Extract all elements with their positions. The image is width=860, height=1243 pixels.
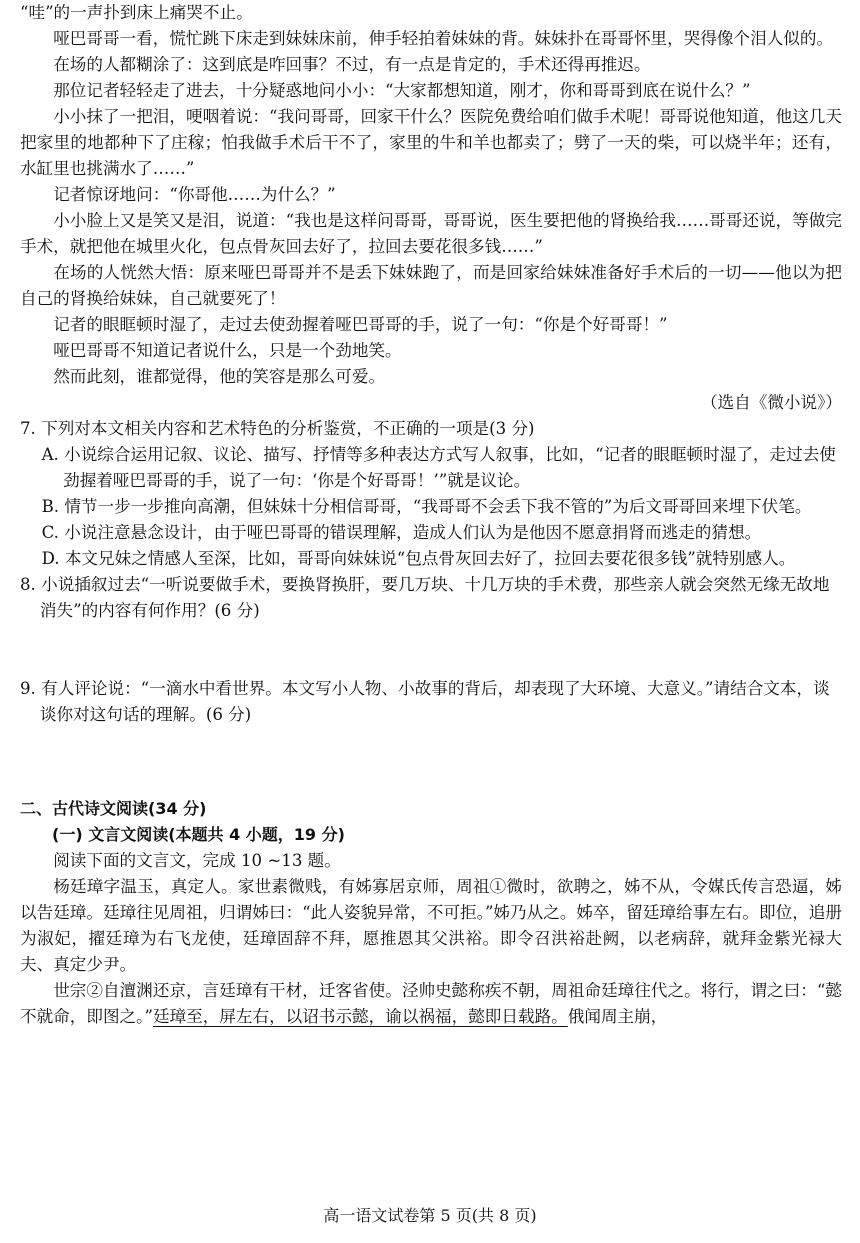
passage-paragraph: 小小抹了一把泪，哽咽着说：“我问哥哥，回家干什么？医院免费给咱们做手术呢！哥哥说他知道，他这几天把家里的地都种下了庄稼；怕我做手术后干不了，家里的牛和羊也都卖了；劈了一天的柴，可以烧半年；还有，水缸里也挑满水了……” <box>20 107 842 178</box>
source-citation: （选自《微小说》） <box>700 393 842 412</box>
question-7-option-a: A. 小说综合运用记叙、议论、描写、抒情等多种表达方式写人叙事，比如，“记者的眼眶顿时湿了，走过去使劲握着哑巴哥哥的手，说了一句：‘你是个好哥哥！’”就是议论。 <box>41 445 836 490</box>
passage-paragraph: 记者的眼眶顿时湿了，走过去使劲握着哑巴哥哥的手，说了一句：“你是个好哥哥！” <box>53 315 668 334</box>
classical-paragraph <box>20 978 842 1030</box>
question-7-stem: 7. 下列对本文相关内容和艺术特色的分析鉴赏，不正确的一项是(3 分) <box>20 419 535 438</box>
answer-space <box>20 728 842 796</box>
passage-paragraph: 在场的人恍然大悟：原来哑巴哥哥并不是丢下妹妹跑了，而是回家给妹妹准备好手术后的一切——他以为把自己的肾换给妹妹，自己就要死了！ <box>20 263 842 308</box>
page-footer: 高一语文试卷第 5 页(共 8 页) <box>323 1206 537 1225</box>
section-title: 二、古代诗文阅读(34 分) <box>20 799 207 818</box>
question-7-option-c: C. 小说注意悬念设计，由于哑巴哥哥的错误理解，造成人们认为是他因不愿意捐肾而逃走的猜想。 <box>41 523 762 542</box>
underlined-sentence: 廷璋至，屏左右，以诏书示懿，谕以祸福，懿即日载路。 <box>152 1007 568 1026</box>
passage-paragraph: “哇”的一声扑到床上痛哭不止。 <box>20 3 253 22</box>
subsection-title: (一) 文言文阅读(本题共 4 小题，19 分) <box>52 825 345 844</box>
passage-paragraph: 那位记者轻轻走了进去，十分疑惑地问小小：“大家都想知道，刚才，你和哥哥到底在说什么？” <box>53 81 751 100</box>
question-7-option-b: B. 情节一步一步推向高潮，但妹妹十分相信哥哥，“我哥哥不会丢下我不管的”为后文哥哥回来埋下伏笔。 <box>41 497 812 516</box>
classical-paragraph: 杨廷璋字温玉，真定人。家世素微贱，有姊寡居京师，周祖①微时，欲聘之，姊不从，令媒氏传言恐逼，姊以告廷璋。廷璋往见周祖，归谓姊曰：“此人姿貌异常，不可拒。”姊乃从之。姊卒，留廷璋给事左右。即位，追册为淑妃，擢廷璋为右飞龙使，廷璋固辞不拜，愿推恩其父洪裕。即令召洪裕赴阙，以老病辞，就拜金紫光禄大夫、真定少尹。 <box>20 877 842 974</box>
passage-paragraph: 哑巴哥哥不知道记者说什么，只是一个劲地笑。 <box>53 341 402 360</box>
question-8: 8. 小说插叙过去“一听说要做手术，要换肾换肝，要几万块、十几万块的手术费，那些亲人就会突然无缘无故地消失”的内容有何作用？(6 分) <box>20 575 830 620</box>
passage-paragraph: 哑巴哥哥一看，慌忙跳下床走到妹妹床前，伸手轻拍着妹妹的背。妹妹扑在哥哥怀里，哭得像个泪人似的。 <box>53 29 834 48</box>
passage-paragraph: 在场的人都糊涂了：这到底是咋回事？不过，有一点是肯定的，手术还得再推迟。 <box>53 55 651 74</box>
passage-paragraph: 小小脸上又是笑又是泪，说道：“我也是这样问哥哥，哥哥说，医生要把他的肾换给我……哥哥还说，等做完手术，就把他在城里火化，包点骨灰回去好了，拉回去要花很多钱……” <box>20 211 842 256</box>
passage-paragraph: 记者惊讶地问：“你哥他……为什么？” <box>53 185 336 204</box>
passage-paragraph: 然而此刻，谁都觉得，他的笑容是那么可爱。 <box>53 367 386 386</box>
question-9: 9. 有人评论说：“一滴水中看世界。本文写小人物、小故事的背后，却表现了大环境、大意义。”请结合文本，谈谈你对这句话的理解。(6 分) <box>20 679 830 724</box>
exam-page <box>20 0 842 1030</box>
answer-space <box>20 624 842 676</box>
question-7-option-d: D. 本文兄妹之情感人至深，比如，哥哥向妹妹说“包点骨灰回去好了，拉回去要花很多钱”就特别感人。 <box>41 549 796 568</box>
classical-text: 俄闻周主崩， <box>567 1007 668 1026</box>
classical-text: 世宗②自澶渊还京，言廷璋有干材，迁客省使。泾帅史懿称疾不朝，周祖命廷璋往代之。将行，谓之曰：“懿不就命，即图之。” <box>20 981 842 1026</box>
instruction: 阅读下面的文言文，完成 10 ~13 题。 <box>53 851 341 870</box>
